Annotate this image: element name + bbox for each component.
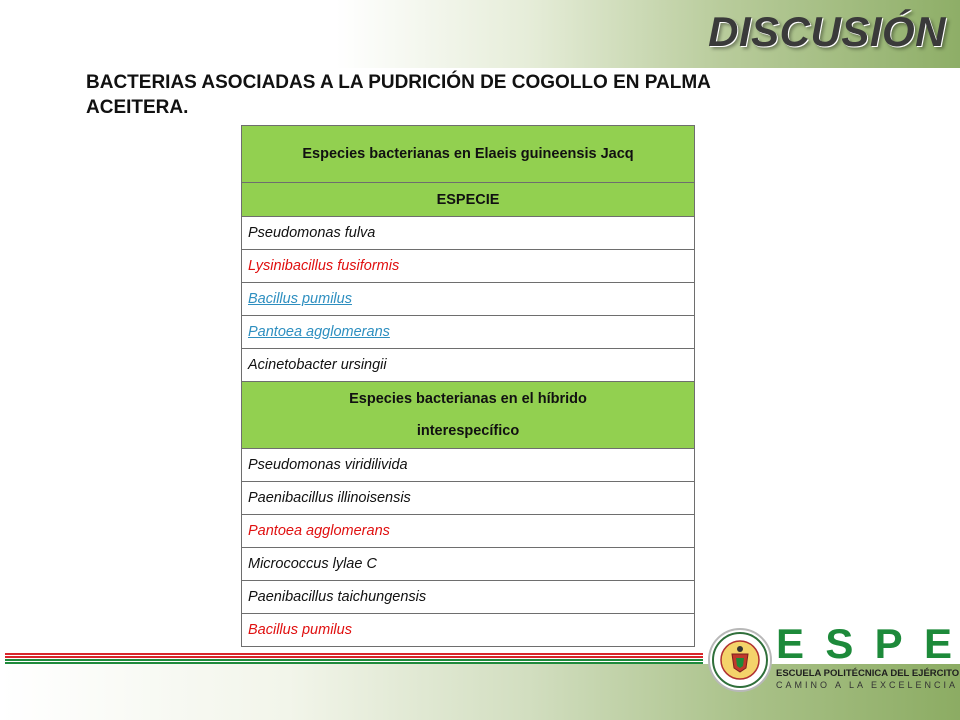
species-link[interactable]: Pantoea agglomerans (242, 316, 695, 349)
slide-title: DISCUSIÓN (708, 8, 946, 55)
table-row (242, 316, 695, 349)
espe-logo (706, 620, 960, 694)
stripe-red (5, 653, 703, 655)
espe-motto: CAMINO A LA EXCELENCIA (776, 680, 959, 690)
table-row (242, 581, 695, 614)
espe-wordmark (776, 620, 952, 668)
subtitle-line-2: ACEITERA. (86, 97, 189, 118)
university-seal-icon (708, 628, 772, 692)
subtitle-line-1: BACTERIAS ASOCIADAS A LA PUDRICIÓN DE COGOLLO EN PALMA (86, 72, 711, 93)
group-header-line-1: Especies bacterianas en el híbrido (349, 391, 587, 407)
espe-letter: E (923, 620, 952, 667)
espe-letter: S (825, 620, 854, 667)
stripe-green (5, 662, 703, 664)
table-header-title: Especies bacterianas en Elaeis guineensis Jacq (242, 126, 695, 183)
species-cell: Micrococcus lylae C (242, 548, 695, 581)
species-cell: Paenibacillus taichungensis (242, 581, 695, 614)
table-header-row (242, 126, 695, 183)
species-table (241, 125, 695, 647)
table-row (242, 250, 695, 283)
table-subheader-row (242, 183, 695, 217)
table-row (242, 349, 695, 382)
species-cell: Pseudomonas fulva (242, 217, 695, 250)
species-cell: Lysinibacillus fusiformis (242, 250, 695, 283)
espe-letter: E (776, 620, 805, 667)
slide-subtitle (86, 70, 886, 120)
table-row (242, 548, 695, 581)
group-header-line-2: interespecífico (416, 423, 520, 439)
stripe-red (5, 656, 703, 658)
decorative-stripes (5, 653, 703, 665)
species-cell: Acinetobacter ursingii (242, 349, 695, 382)
espe-letter: P (874, 620, 903, 667)
espe-name: ESCUELA POLITÉCNICA DEL EJÉRCITO (776, 668, 960, 679)
table-row (242, 515, 695, 548)
table-header-especie: ESPECIE (242, 183, 695, 217)
table-row (242, 283, 695, 316)
species-link[interactable]: Bacillus pumilus (242, 283, 695, 316)
stripe-green (5, 659, 703, 661)
species-cell: Pseudomonas viridilivida (242, 449, 695, 482)
table-row (242, 614, 695, 647)
table-group-header (242, 382, 695, 449)
species-cell: Paenibacillus illinoisensis (242, 482, 695, 515)
species-cell: Bacillus pumilus (242, 614, 695, 647)
table-row (242, 217, 695, 250)
species-cell: Pantoea agglomerans (242, 515, 695, 548)
table-row (242, 482, 695, 515)
table-group-header-row (242, 382, 695, 449)
table-row (242, 449, 695, 482)
